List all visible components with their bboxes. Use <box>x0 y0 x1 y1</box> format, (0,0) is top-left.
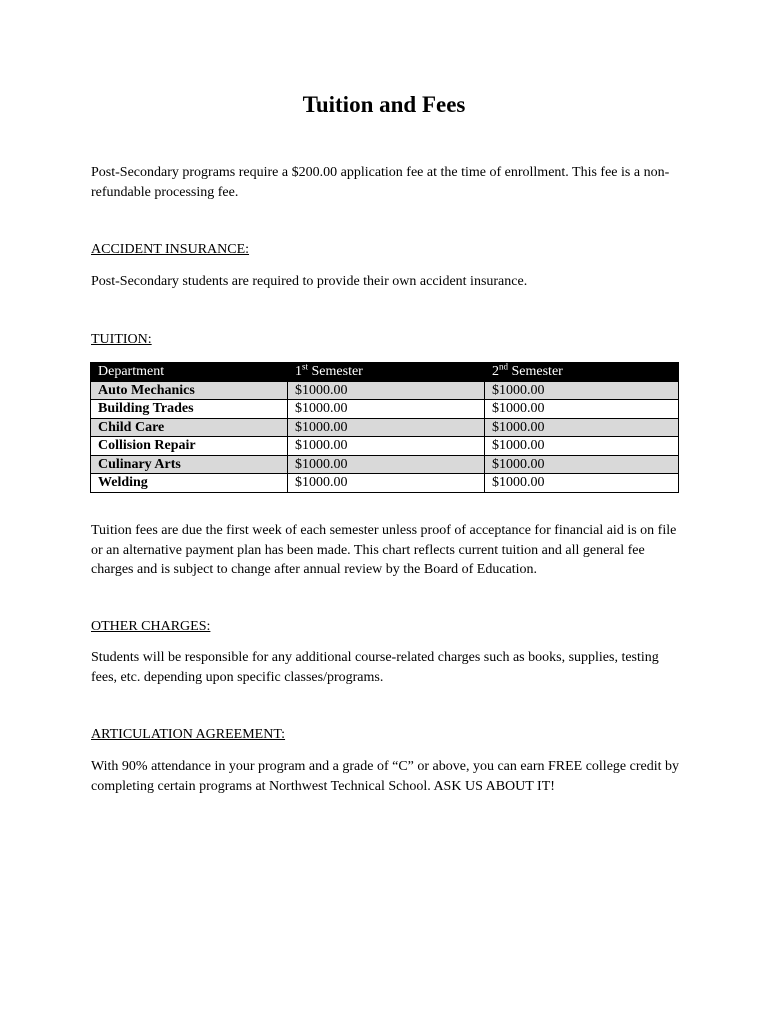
table-row <box>91 455 679 474</box>
department-cell: Child Care <box>91 418 288 437</box>
accident-insurance-heading: ACCIDENT INSURANCE: <box>91 242 250 257</box>
sem2-number: 2 <box>492 364 499 380</box>
intro-paragraph: Post-Secondary programs require a $200.00 application fee at the time of enrollment. This fee is a non-refundable processing fee. <box>91 165 670 200</box>
table-row <box>91 381 679 400</box>
second-semester-cell: $1000.00 <box>485 400 679 419</box>
second-semester-cell: $1000.00 <box>485 381 679 400</box>
first-semester-cell: $1000.00 <box>288 455 485 474</box>
first-semester-cell: $1000.00 <box>288 381 485 400</box>
department-cell: Building Trades <box>91 400 288 419</box>
other-charges-heading: OTHER CHARGES: <box>91 619 211 634</box>
sem2-ordinal: nd <box>499 361 508 372</box>
tuition-note: Tuition fees are due the first week of each semester unless proof of acceptance for financial aid is on file or an alternative payment plan has been made. This chart reflects current tuition and all general fee charges and is subject to change after annual review by the Board of Education. <box>91 523 677 577</box>
department-cell: Culinary Arts <box>91 455 288 474</box>
sem1-label: Semester <box>308 364 363 380</box>
table-row <box>91 418 679 437</box>
column-header-department: Department <box>91 363 288 382</box>
tuition-table <box>90 362 679 493</box>
table-row <box>91 400 679 419</box>
accident-insurance-text: Post-Secondary students are required to provide their own accident insurance. <box>91 274 528 289</box>
department-cell: Auto Mechanics <box>91 381 288 400</box>
articulation-agreement-heading: ARTICULATION AGREEMENT: <box>91 727 286 742</box>
table-row <box>91 437 679 456</box>
second-semester-cell: $1000.00 <box>485 455 679 474</box>
page-title: Tuition and Fees <box>302 92 466 117</box>
column-header-second-semester <box>485 363 679 382</box>
first-semester-cell: $1000.00 <box>288 400 485 419</box>
tuition-heading: TUITION: <box>91 332 152 347</box>
second-semester-cell: $1000.00 <box>485 474 679 493</box>
sem1-ordinal: st <box>302 361 309 372</box>
sem2-label: Semester <box>508 364 563 380</box>
table-row <box>91 474 679 493</box>
second-semester-cell: $1000.00 <box>485 418 679 437</box>
second-semester-cell: $1000.00 <box>485 437 679 456</box>
sem1-number: 1 <box>295 364 302 380</box>
other-charges-text: Students will be responsible for any additional course-related charges such as books, supplies, testing fees, etc. depending upon specific classes/programs. <box>91 650 659 685</box>
first-semester-cell: $1000.00 <box>288 437 485 456</box>
department-cell: Collision Repair <box>91 437 288 456</box>
department-cell: Welding <box>91 474 288 493</box>
column-header-first-semester <box>288 363 485 382</box>
first-semester-cell: $1000.00 <box>288 474 485 493</box>
table-header-row <box>91 363 679 382</box>
articulation-agreement-text: With 90% attendance in your program and a grade of “C” or above, you can earn FREE college credit by completing certain programs at Northwest Technical School. ASK US ABOUT IT! <box>91 759 679 794</box>
first-semester-cell: $1000.00 <box>288 418 485 437</box>
